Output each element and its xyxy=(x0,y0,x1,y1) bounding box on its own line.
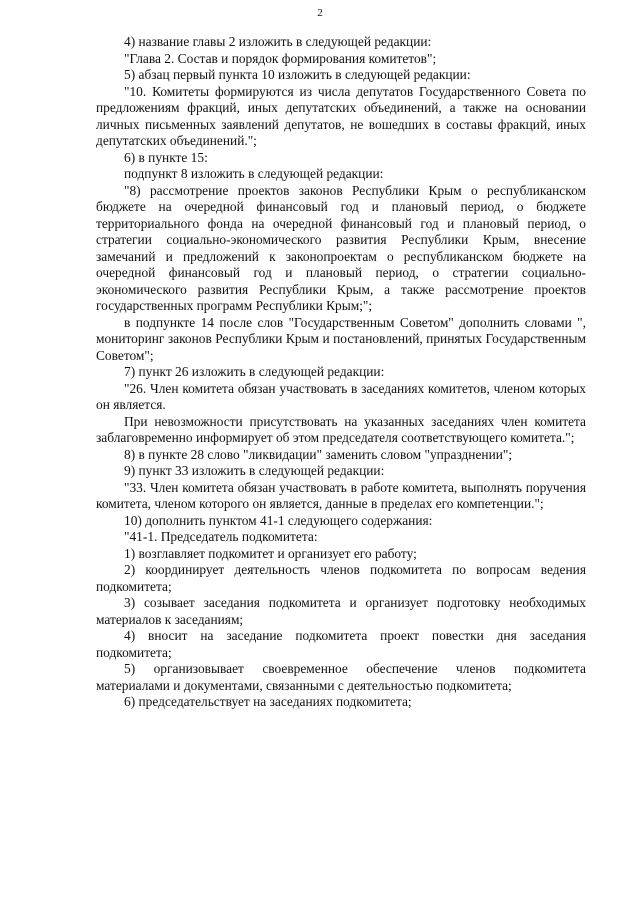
paragraph-item-9: 9) пункт 33 изложить в следующей редакции: xyxy=(124,463,385,478)
paragraph-subpoint-8-intro: подпункт 8 изложить в следующей редакции: xyxy=(124,166,384,181)
paragraph-subpoint-14: в подпункте 14 после слов "Государственным Советом" дополнить словами ", мониторинг законов Республики Крым и постановлений, принятых Государственным Советом"; xyxy=(96,314,586,363)
page-number: 2 xyxy=(317,7,323,19)
paragraph-point-26-absence: При невозможности присутствовать на указанных заседаниях член комитета заблаговременно информирует об этом председателя соответствующего комитета."; xyxy=(96,413,586,445)
paragraph-subpoint-8-text: "8) рассмотрение проектов законов Республики Крым о республиканском бюджете на очередной финансовый год и плановый период, о бюджете территориального фонда на очередной финансовый год и плановый период, о стратегии социально-экономического развития Республики Крым, внесение замечаний и предложений к законопроектам о республиканском бюджете на очередной финансовый год и плановый период, о стратегии социально-экономического развития Республики Крым, а также рассмотрение проектов государственных программ Республики Крым;"; xyxy=(96,182,586,313)
paragraph-chair-duty-5: 5) организовывает своевременное обеспечение членов подкомитета материалами и документами, связанными с деятельностью подкомитета; xyxy=(96,661,586,693)
paragraph-item-6: 6) в пункте 15: xyxy=(124,149,208,165)
paragraph-item-5: 5) абзац первый пункта 10 изложить в следующей редакции: xyxy=(124,67,471,82)
paragraph-chair-duty-2: 2) координирует деятельность членов подкомитета по вопросам ведения подкомитета; xyxy=(96,562,586,594)
paragraph-chair-duty-1: 1) возглавляет подкомитет и организует его работу; xyxy=(124,545,417,561)
paragraph-item-8: 8) в пункте 28 слово "ликвидации" заменить словом "упразднении"; xyxy=(124,446,513,462)
document-body xyxy=(96,34,586,711)
paragraph-point-10-text: "10. Комитеты формируются из числа депутатов Государственного Совета по предложениям фракций, иных депутатских объединений, а также на основании личных письменных заявлений депутатов, не вошедших в составы фракций, иных депутатских объединений."; xyxy=(96,83,586,148)
paragraph-point-26-text: "26. Член комитета обязан участвовать в заседаниях комитетов, членом которых он является. xyxy=(96,380,586,412)
paragraph-chair-duty-3: 3) созывает заседания подкомитета и организует подготовку необходимых материалов к заседаниям; xyxy=(96,595,586,627)
paragraph-item-10: 10) дополнить пунктом 41-1 следующего содержания: xyxy=(124,512,433,528)
paragraph-chair-duty-4: 4) вносит на заседание подкомитета проект повестки дня заседания подкомитета; xyxy=(96,628,586,660)
paragraph-item-7: 7) пункт 26 изложить в следующей редакции: xyxy=(124,364,385,379)
paragraph-chapter-2-title: "Глава 2. Состав и порядок формирования комитетов"; xyxy=(124,50,437,66)
paragraph-point-41-1-title: "41-1. Председатель подкомитета: xyxy=(124,529,318,544)
paragraph-chair-duty-6: 6) председательствует на заседаниях подкомитета; xyxy=(124,694,412,709)
paragraph-point-33-text: "33. Член комитета обязан участвовать в работе комитета, выполнять поручения комитета, членом которого он является, данные в пределах его компетенции."; xyxy=(96,479,586,511)
paragraph-item-4: 4) название главы 2 изложить в следующей редакции: xyxy=(124,34,432,49)
